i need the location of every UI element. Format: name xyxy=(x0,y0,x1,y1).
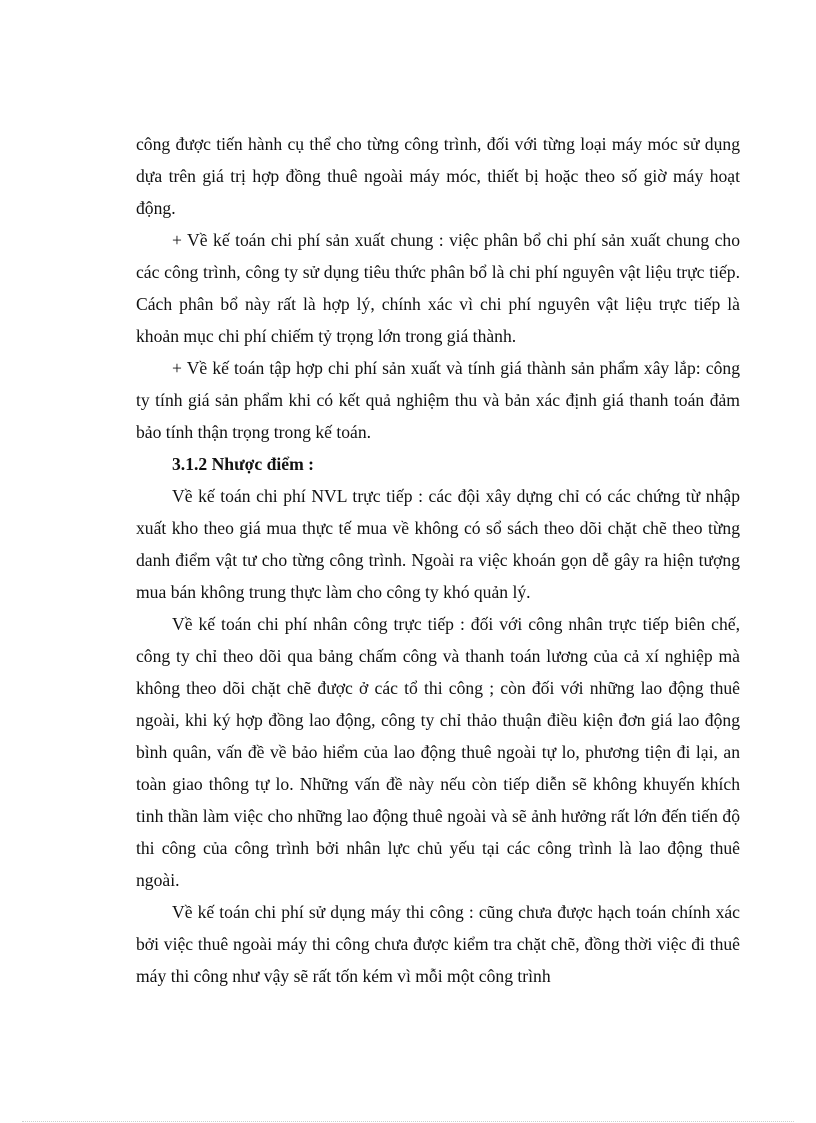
paragraph-labor-cost: Về kế toán chi phí nhân công trực tiếp : đối với công nhân trực tiếp biên chế, công ty chỉ theo dõi qua bảng chấm công và thanh toán lương của cả xí nghiệp mà không theo dõi chặt chẽ được ở các tổ thi công ; còn đối với những lao động thuê ngoài, khi ký hợp đồng lao động, công ty chỉ thảo thuận điều kiện đơn giá lao động bình quân, vấn đề về bảo hiểm của lao động thuê ngoài tự lo, phương tiện đi lại, an toàn giao thông tự lo. Những vấn đề này nếu còn tiếp diễn sẽ không khuyến khích tinh thần làm việc cho những lao động thuê ngoài và sẽ ảnh hưởng rất lớn đến tiến độ thi công của công trình bởi nhân lực chủ yếu tại các công trình là lao động thuê ngoài. xyxy=(136,614,740,890)
document-body xyxy=(136,128,740,992)
paragraph-machine-cost: Về kế toán chi phí sử dụng máy thi công : cũng chưa được hạch toán chính xác bởi việc thuê ngoài máy thi công chưa được kiểm tra chặt chẽ, đồng thời việc đi thuê máy thi công như vậy sẽ rất tốn kém vì mỗi một công trình xyxy=(136,902,740,986)
paragraph-general-production-cost: + Về kế toán chi phí sản xuất chung : việc phân bổ chi phí sản xuất chung cho các công trình, công ty sử dụng tiêu thức phân bổ là chi phí nguyên vật liệu trực tiếp. Cách phân bổ này rất là hợp lý, chính xác vì chi phí nguyên vật liệu trực tiếp là khoản mục chi phí chiếm tỷ trọng lớn trong giá thành. xyxy=(136,230,740,346)
paragraph-cost-aggregation: + Về kế toán tập hợp chi phí sản xuất và tính giá thành sản phẩm xây lắp: công ty tính giá sản phẩm khi có kết quả nghiệm thu và bản xác định giá thanh toán đảm bảo tính thận trọng trong kế toán. xyxy=(136,358,740,442)
section-heading: 3.1.2 Nhược điểm : xyxy=(172,454,314,474)
paragraph-material-cost: Về kế toán chi phí NVL trực tiếp : các đội xây dựng chỉ có các chứng từ nhập xuất kho theo giá mua thực tế mua về không có sổ sách theo dõi chặt chẽ theo từng danh điểm vật tư cho từng công trình. Ngoài ra việc khoán gọn dễ gây ra hiện tượng mua bán không trung thực làm cho công ty khó quản lý. xyxy=(136,486,740,602)
page-bottom-divider xyxy=(22,1121,794,1122)
paragraph-continued: công được tiến hành cụ thể cho từng công trình, đối với từng loại máy móc sử dụng dựa trên giá trị hợp đồng thuê ngoài máy móc, thiết bị hoặc theo số giờ máy hoạt động. xyxy=(136,134,740,218)
